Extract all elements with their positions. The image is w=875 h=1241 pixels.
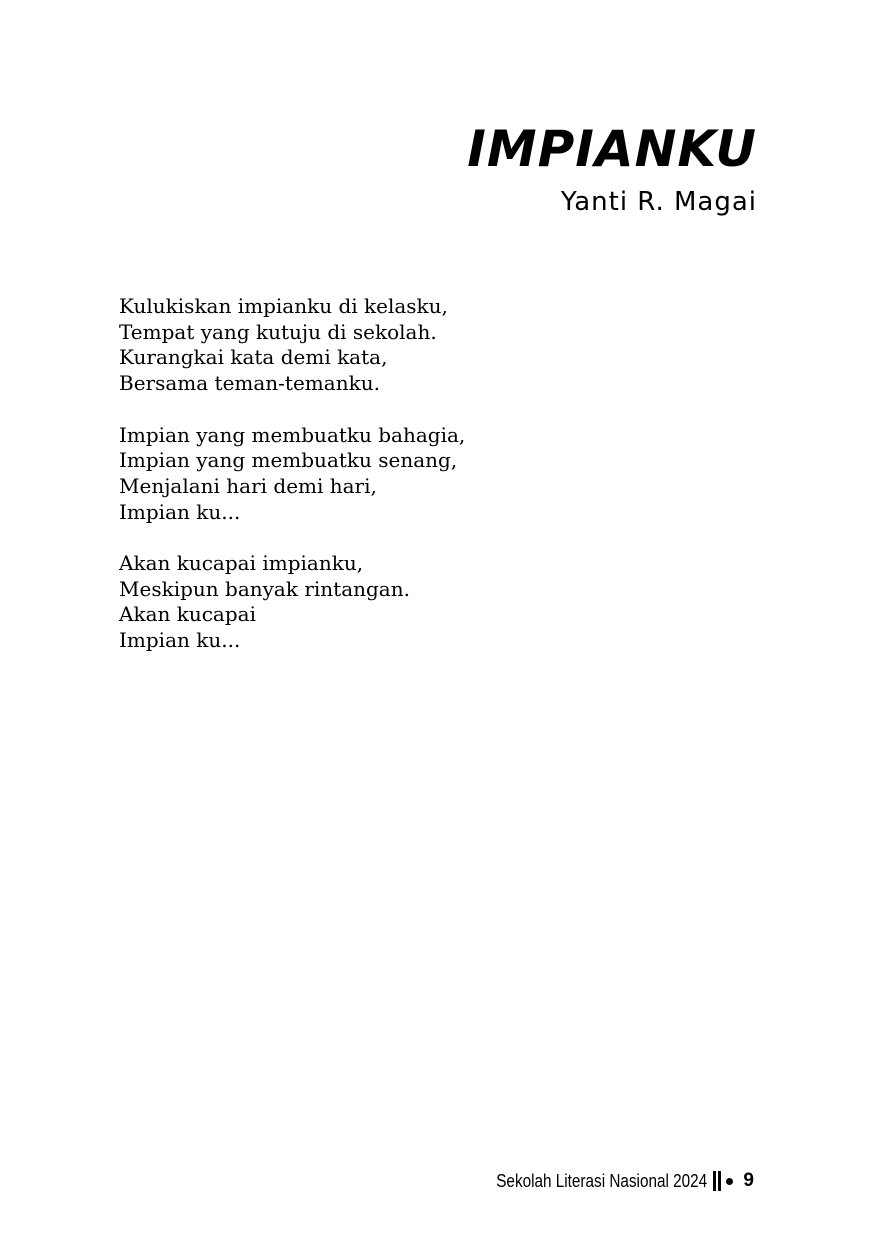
poem-author: Yanti R. Magai [560, 187, 757, 217]
title-block [467, 122, 757, 218]
poem-line: Kulukiskan impianku di kelasku, [119, 294, 448, 318]
poem-line: Impian yang membuatku bahagia, [119, 422, 466, 447]
stanza-1 [119, 294, 465, 397]
poem-line: Akan kucapai impianku, [119, 551, 364, 575]
stanza-3 [119, 551, 465, 654]
poem-line: Impian ku... [119, 499, 241, 524]
poem-line: Menjalani hari demi hari, [119, 473, 377, 498]
poem-line: Tempat yang kutuju di sekolah. [119, 319, 437, 344]
poem-line: Akan kucapai [119, 602, 256, 627]
poem-title: IMPIANKU [467, 120, 757, 178]
page-footer [459, 1170, 754, 1192]
poem-body [119, 294, 465, 654]
poem-line: Impian yang membuatku senang, [119, 448, 458, 473]
page-number: 9 [743, 1170, 754, 1191]
poem-line: Kurangkai kata demi kata, [119, 345, 388, 370]
poem-line: Meskipun banyak rintangan. [119, 576, 410, 601]
poem-line: Impian ku... [119, 628, 241, 653]
stanza-2 [119, 423, 465, 526]
poem-line: Bersama teman-temanku. [119, 371, 380, 396]
footer-separator-icon [713, 1171, 733, 1191]
footer-text: Sekolah Literasi Nasional 2024 [496, 1170, 708, 1191]
